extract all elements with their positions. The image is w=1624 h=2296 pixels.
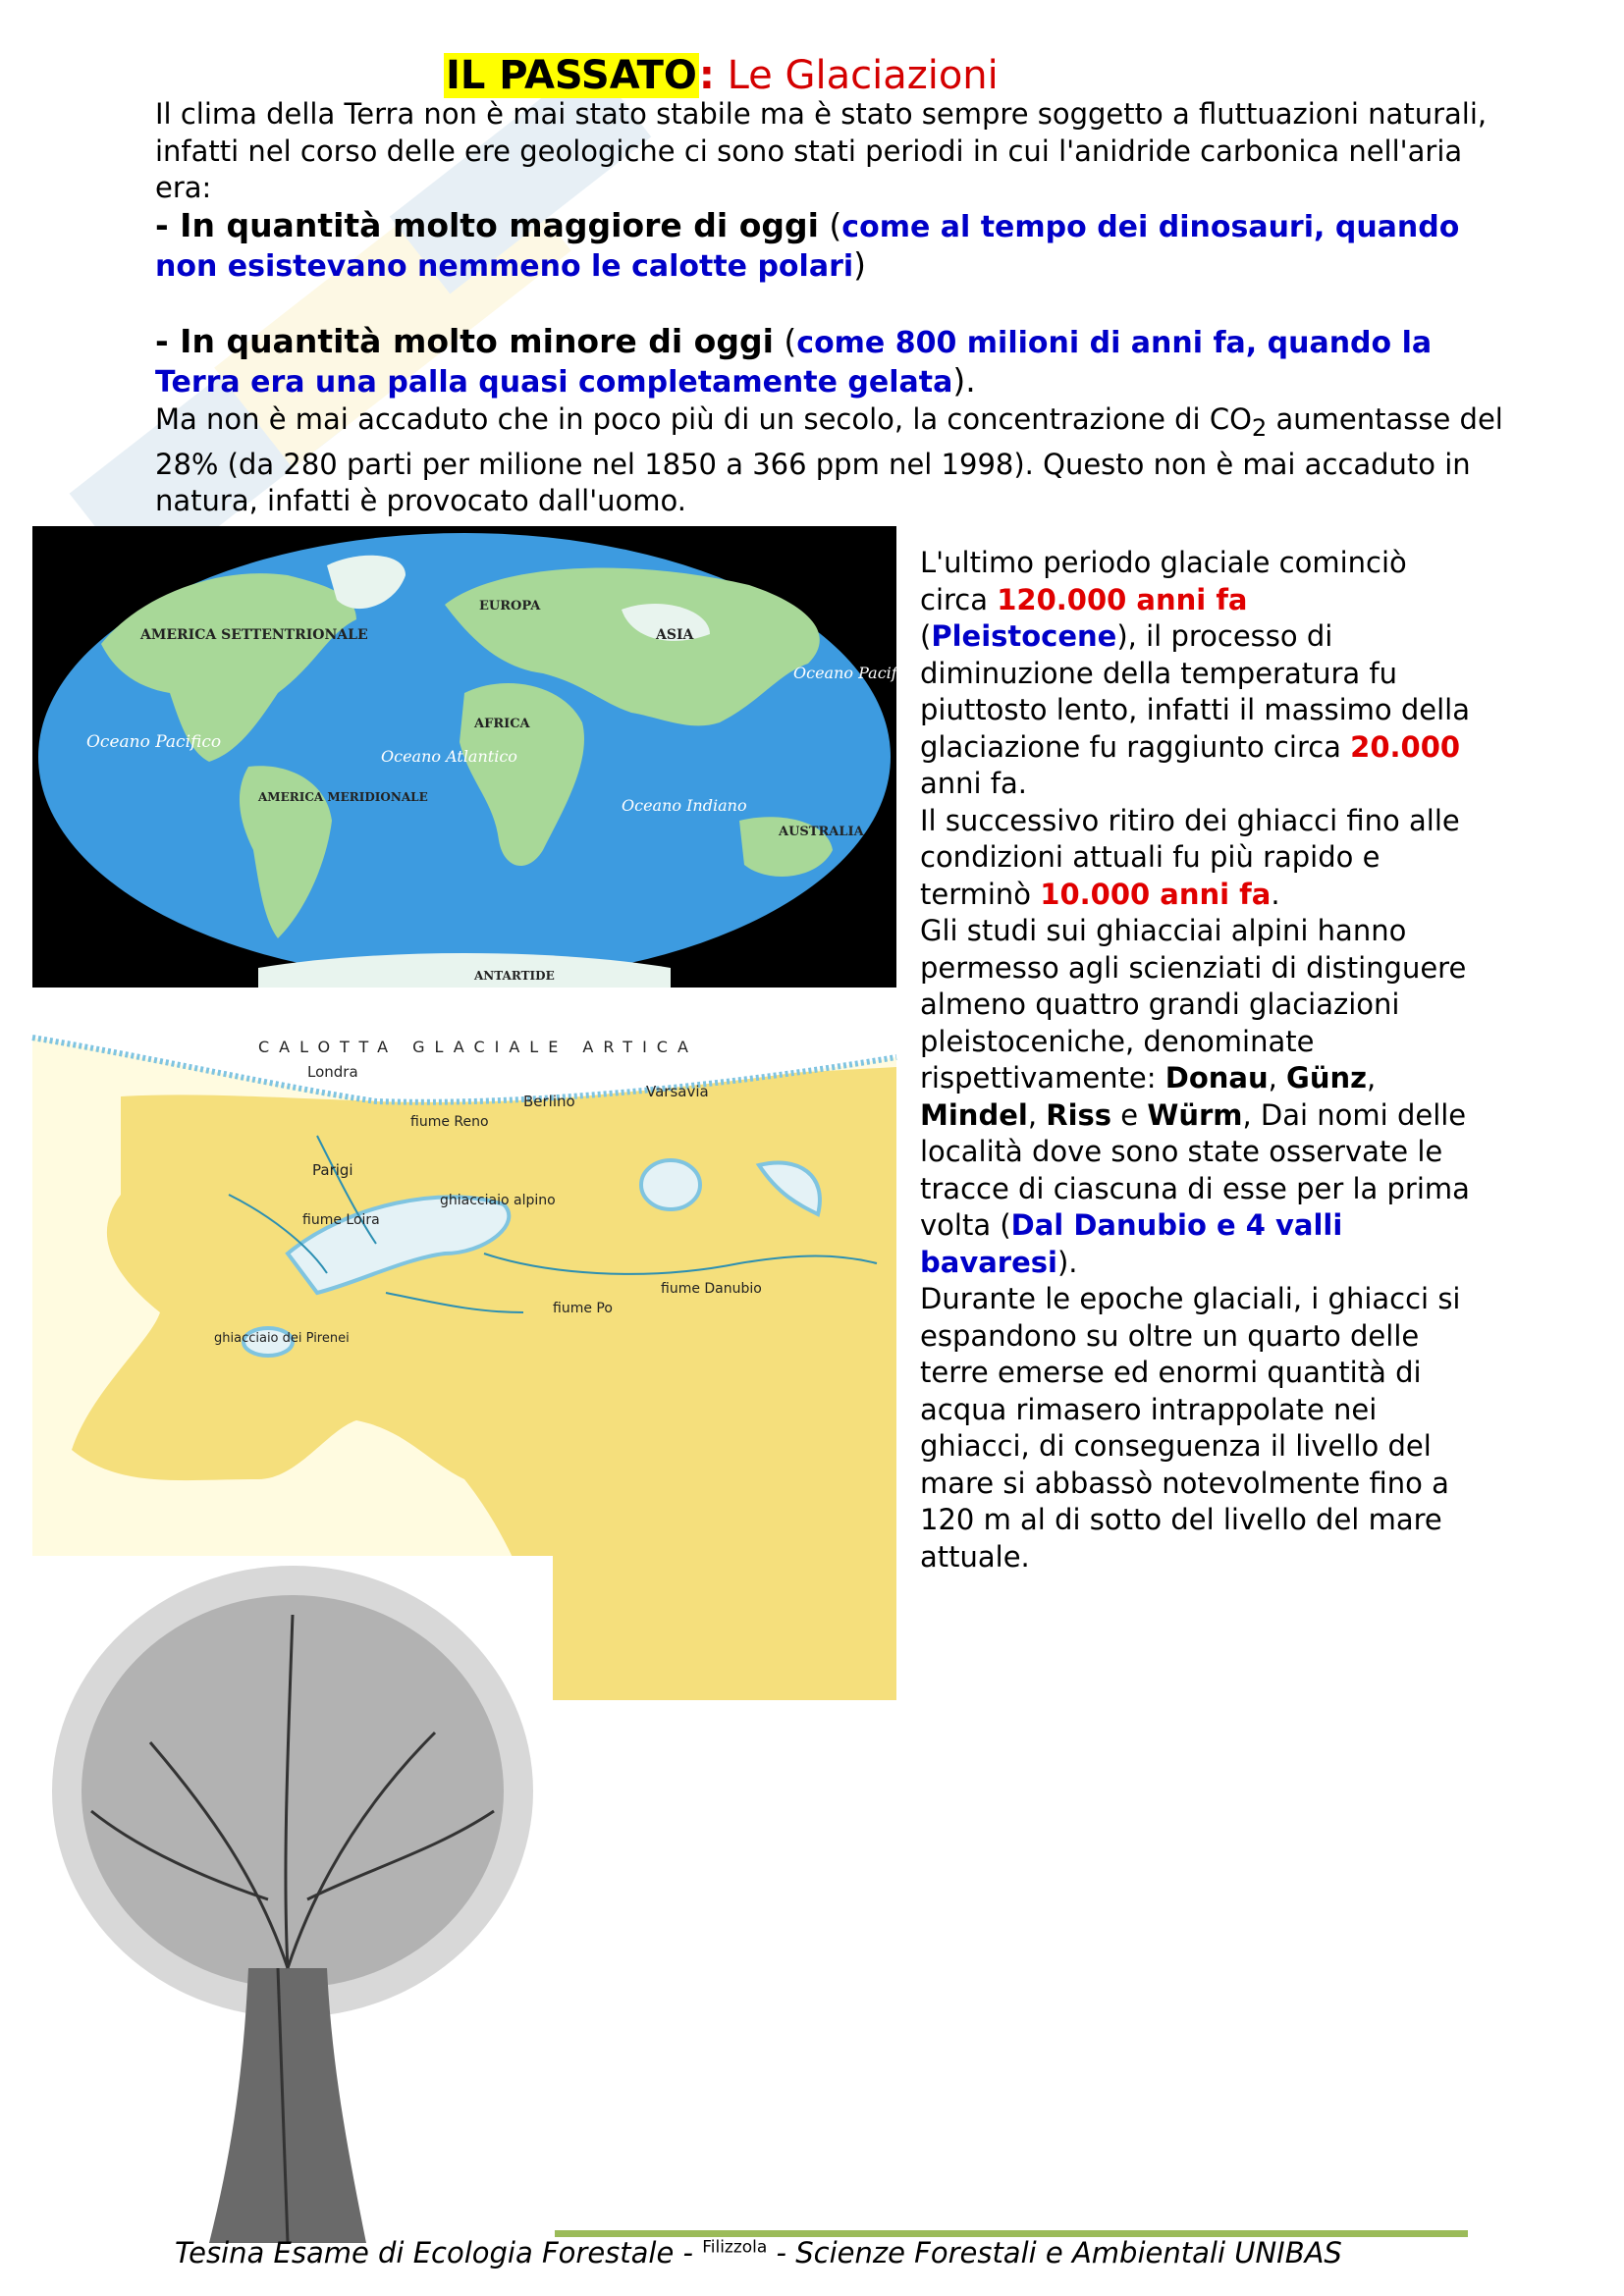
title-colon: : <box>698 53 715 98</box>
text-segment: . <box>1271 877 1280 911</box>
bullet1-blue: come al tempo dei dinosauri, quando non esistevano nemmeno le calotte polari <box>155 209 1460 284</box>
text-separator: e <box>1111 1097 1148 1132</box>
glaciation-mindel: Mindel <box>920 1097 1028 1132</box>
label-europa: EUROPA <box>479 599 541 614</box>
text-segment: anni fa. <box>920 767 1028 800</box>
bullet2-close: ). <box>952 360 976 400</box>
label-pacific-west: Oceano Pacifico <box>86 732 222 752</box>
bullet2-bold: - In quantità molto minore di oggi <box>155 321 774 360</box>
footer-right: - Scienze Forestali e Ambientali UNIBAS <box>767 2236 1342 2269</box>
label-loira: fiume Loira <box>302 1212 380 1228</box>
glaciation-wurm: Würm <box>1147 1097 1243 1132</box>
label-pirenei: ghiacciaio dei Pirenei <box>214 1331 350 1346</box>
glaciation-paragraph-2 <box>920 803 1480 914</box>
label-parigi: Parigi <box>312 1161 353 1179</box>
glaciation-text <box>920 545 1480 1575</box>
text-separator: , <box>1027 1097 1047 1132</box>
highlight-120000: 120.000 anni fa <box>997 582 1248 616</box>
world-map-image <box>32 526 921 988</box>
highlight-20000: 20.000 <box>1350 729 1461 764</box>
label-berlino: Berlino <box>523 1093 575 1110</box>
label-north-america: AMERICA SETTENTRIONALE <box>140 627 368 643</box>
glaciation-riss: Riss <box>1046 1097 1112 1132</box>
label-londra: Londra <box>307 1063 358 1081</box>
text-separator: , <box>1268 1061 1287 1095</box>
page-footer <box>175 2236 1342 2269</box>
label-ghiacciaio-alpino: ghiacciaio alpino <box>440 1193 556 1208</box>
highlight-10000: 10.000 anni fa <box>1040 877 1272 911</box>
label-asia: ASIA <box>656 627 694 643</box>
co2-paragraph <box>155 401 1510 520</box>
title-highlight: IL PASSATO <box>446 53 697 98</box>
label-reno: fiume Reno <box>410 1114 489 1130</box>
bullet-more-co2 <box>155 207 1510 286</box>
text-segment: ). <box>1056 1245 1078 1279</box>
bullet1-bold: - In quantità molto maggiore di oggi <box>155 205 819 244</box>
bullet2-open: ( <box>773 321 797 360</box>
label-africa: AFRICA <box>474 717 530 731</box>
glaciation-paragraph-3 <box>920 913 1480 1281</box>
page-title <box>444 49 999 102</box>
label-atlantic: Oceano Atlantico <box>381 747 517 766</box>
label-indian: Oceano Indiano <box>622 796 747 815</box>
label-australia: AUSTRALIA <box>779 825 864 839</box>
label-south-america: AMERICA MERIDIONALE <box>258 790 428 804</box>
text-segment: Gli studi sui ghiacciai alpini hanno permesso agli scienziati di distinguere almeno quattro grandi glaciazioni pleistoceniche, denominate rispettivamente: <box>920 914 1467 1095</box>
bullet2-blue: come 800 milioni di anni fa, quando la Terra era una palla quasi completamente gelata <box>155 325 1433 400</box>
bullet1-open: ( <box>818 205 842 244</box>
intro-section <box>155 96 1510 520</box>
text-segment: , Dai nomi delle località dove sono state osservate le tracce di ciascuna di esse per la prima volta ( <box>920 1097 1470 1242</box>
text-separator: , <box>1367 1061 1377 1095</box>
label-pacific-east: Oceano Pacifico <box>793 664 921 682</box>
glaciation-gunz: Günz <box>1286 1061 1368 1095</box>
label-antartide: ANTARTIDE <box>474 969 555 983</box>
bullet-less-co2 <box>155 323 1510 401</box>
footer-author: Filizzola <box>702 2237 768 2258</box>
co2-text-b: aumentasse del 28% (da 280 parti per milione nel 1850 a 366 ppm nel 1998). Questo non è mai accaduto in natura, infatti è provocato dall'uomo. <box>155 401 1503 518</box>
glaciation-paragraph-1 <box>920 545 1480 803</box>
text-segment: Il successivo ritiro dei ghiacci fino alle condizioni attuali fu più rapido e terminò <box>920 803 1460 911</box>
text-segment: ( <box>920 619 932 653</box>
label-po: fiume Po <box>553 1301 613 1316</box>
footer-left: Tesina Esame di Ecologia Forestale - <box>175 2236 703 2269</box>
highlight-danubio: Dal Danubio e 4 valli bavaresi <box>920 1208 1343 1279</box>
tree-illustration-image <box>32 1556 553 2253</box>
glaciation-donau: Donau <box>1164 1061 1269 1095</box>
bullet1-close: ) <box>853 244 867 284</box>
title-subtitle: Le Glaciazioni <box>727 53 999 98</box>
label-calotta: CALOTTA GLACIALE ARTICA <box>258 1038 698 1056</box>
label-varsavia: Varsavia <box>646 1083 709 1100</box>
co2-text-a: Ma non è mai accaduto che in poco più di un secolo, la concentrazione di CO <box>155 401 1252 436</box>
co2-subscript: 2 <box>1251 413 1268 442</box>
text-segment: ), il processo di diminuzione della temperatura fu piuttosto lento, infatti il massimo della glaciazione fu raggiunto circa <box>920 619 1471 764</box>
label-danubio: fiume Danubio <box>661 1281 762 1297</box>
text-segment: L'ultimo periodo glaciale cominciò circa <box>920 546 1407 616</box>
intro-paragraph: Il clima della Terra non è mai stato stabile ma è stato sempre soggetto a fluttuazioni naturali, infatti nel corso delle ere geologiche ci sono stati periodi in cui l'anidride carbonica nell'aria era: <box>155 97 1488 204</box>
glaciation-paragraph-4: Durante le epoche glaciali, i ghiacci si espandono su oltre un quarto delle terre emerse ed enormi quantità di acqua rimasero intrappolate nei ghiacci, di conseguenza il livello del mare si abbassò notevolmente fino a 120 m al di sotto del livello del mare attuale. <box>920 1282 1461 1574</box>
highlight-pleistocene: Pleistocene <box>931 619 1117 653</box>
